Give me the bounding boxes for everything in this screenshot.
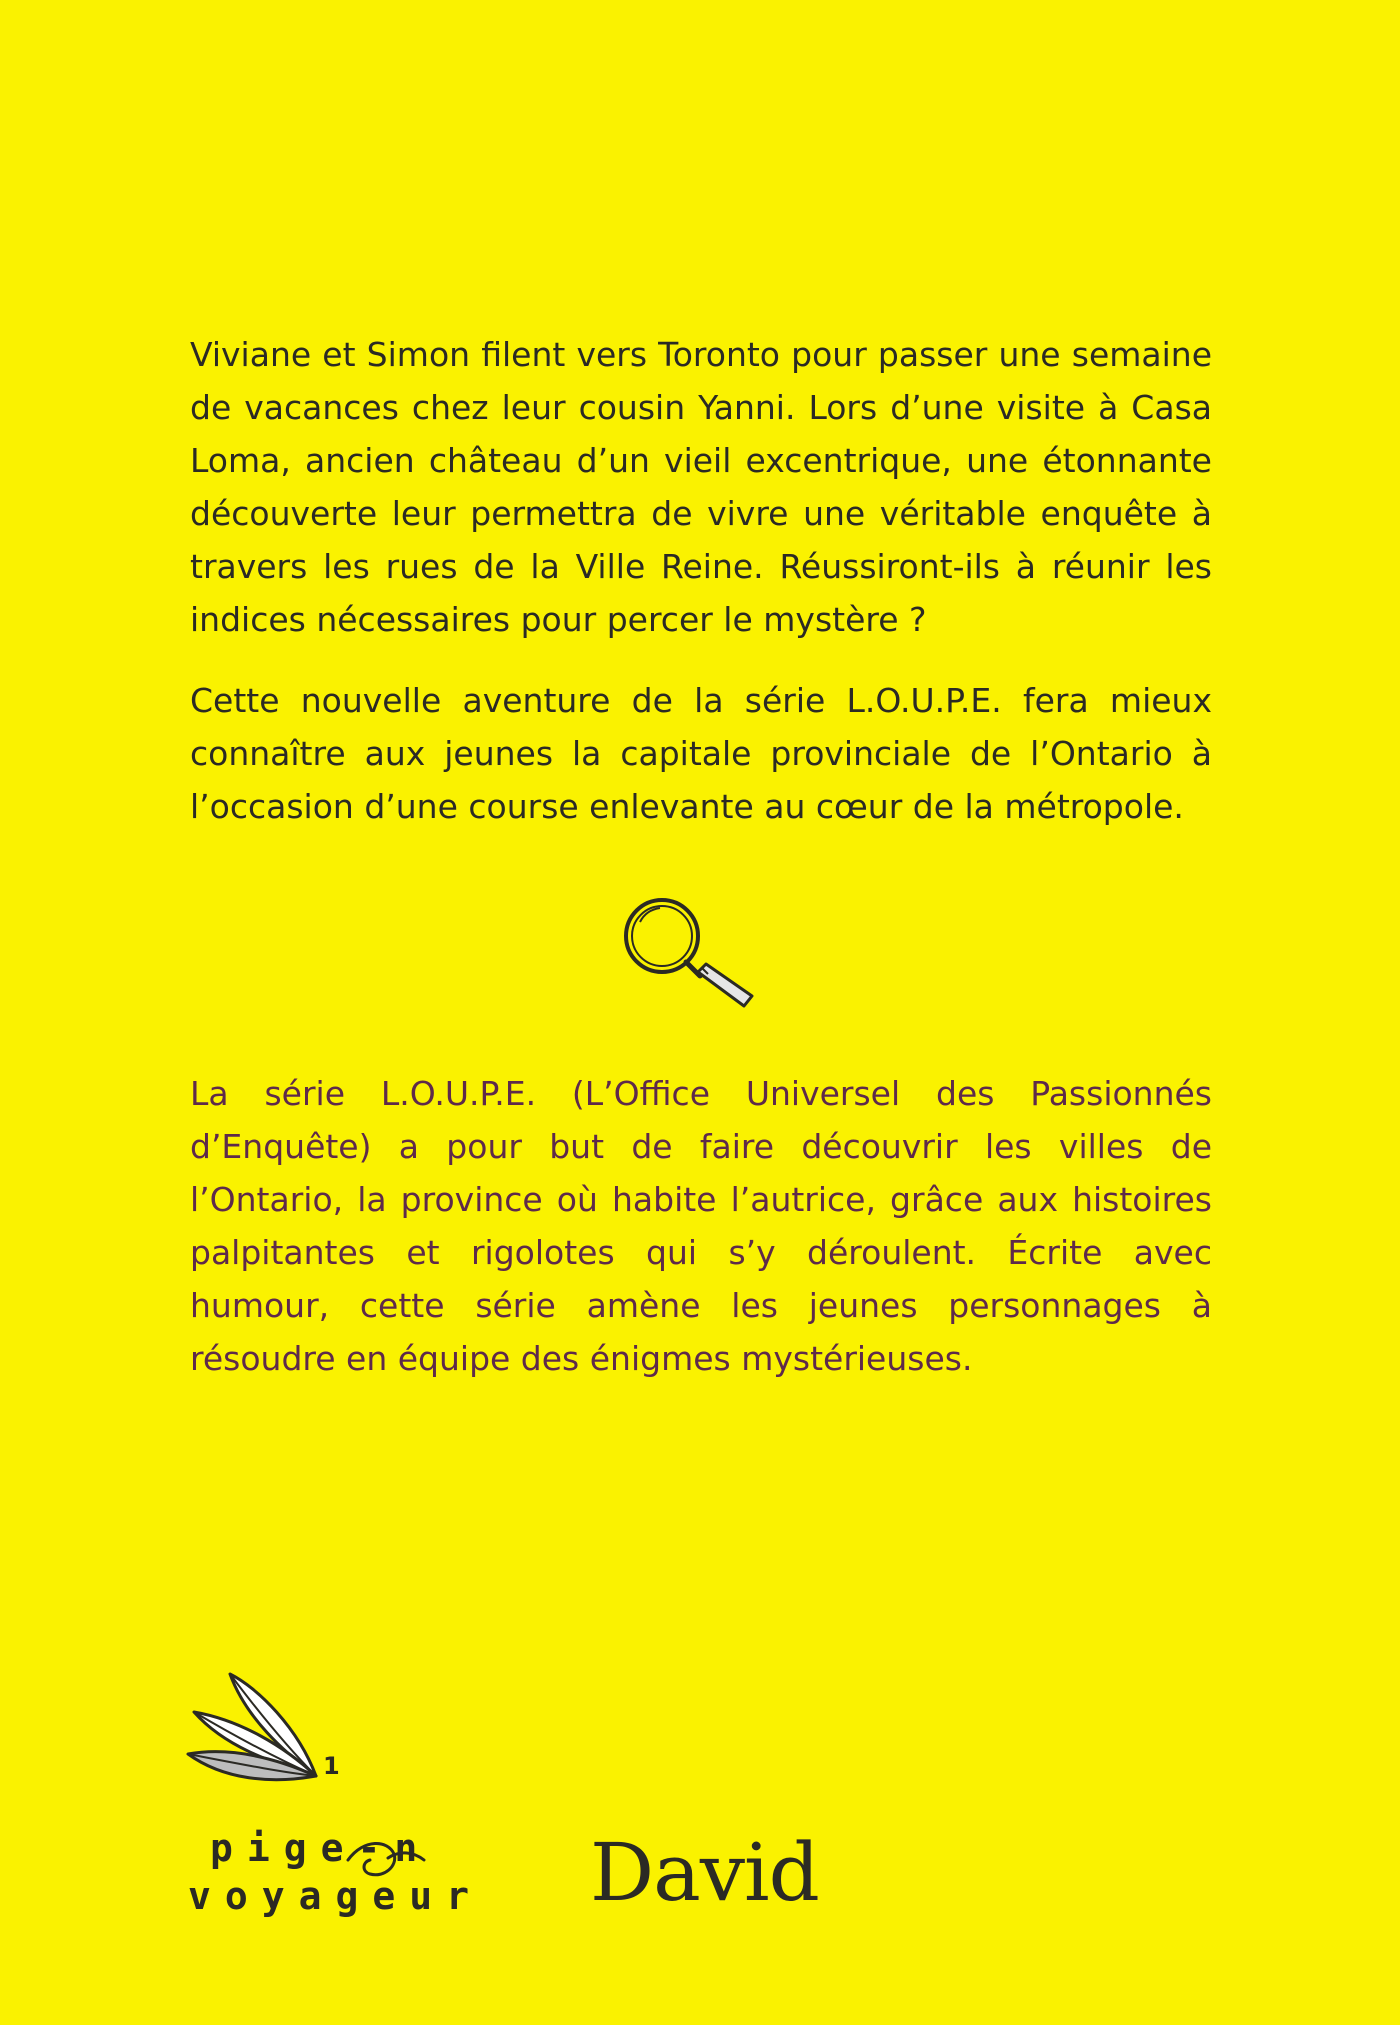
series-number: 1 — [323, 1752, 340, 1780]
summary-paragraph-1: Viviane et Simon filent vers Toronto pour passer une semaine de vacances chez leur cousin Yanni. Lors d’une visite à Casa Loma, ancien château d’un vieil excentrique, une étonnante découverte leur permettra de vivre une véritable enquête à travers les rues de la Ville Reine. Réussiront-ils à réunir les indices nécessaires pour percer le mystère ? — [190, 335, 1212, 639]
summary-paragraph-2: Cette nouvelle aventure de la série L.O.U.P.E. fera mieux connaître aux jeunes la capitale provinciale de l’Ontario à l’occasion d’une course enlevante au cœur de la métropole. — [190, 681, 1212, 826]
collection-name-line-2: voyageur — [188, 1874, 484, 1918]
pigeon-voyageur-logo — [188, 1826, 484, 1926]
collection-name-line-1: pige-n — [210, 1826, 432, 1870]
publisher-logo: David — [590, 1826, 819, 1919]
feather-icon — [180, 1668, 340, 1788]
magnifying-glass-icon — [612, 888, 762, 1014]
series-description: La série L.O.U.P.E. (L’Office Universel des Passionnés d’Enquête) a pour but de faire découvrir les villes de l’Ontario, la province où habite l’autrice, grâce aux histoires palpitantes et rigolotes qui s’y déroulent. Écrite avec humour, cette série amène les jeunes personnages à résoudre en équipe des énigmes mystérieuses. — [190, 1074, 1212, 1378]
pigeon-swirl-icon — [328, 1830, 438, 1890]
